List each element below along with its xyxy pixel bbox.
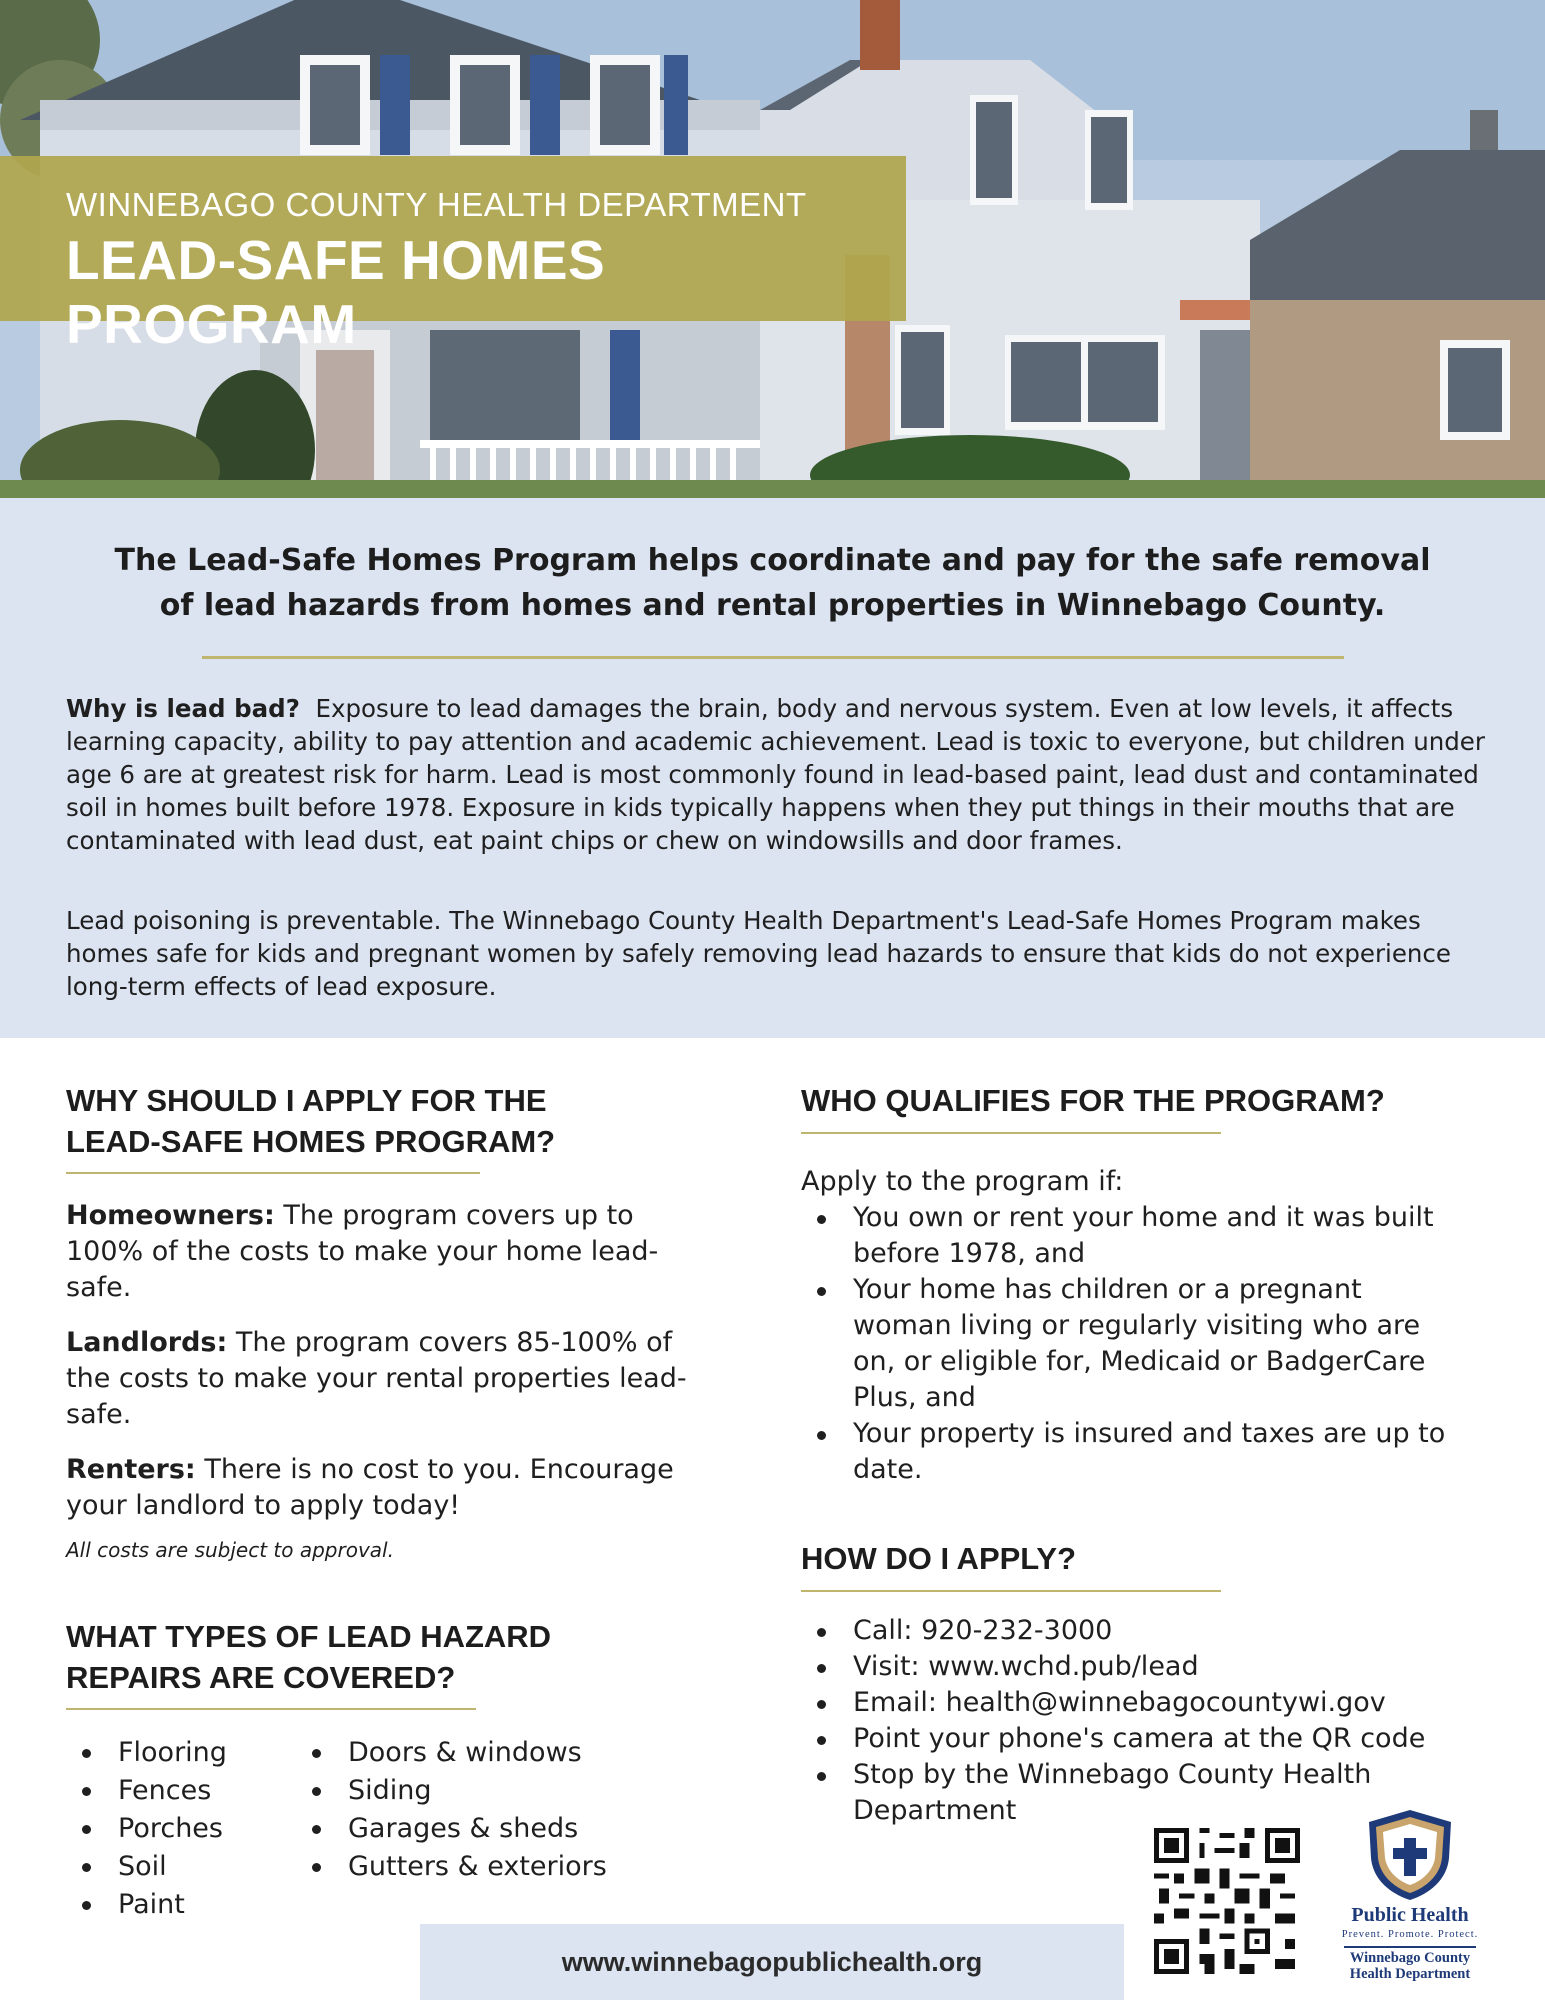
list-item: Stop by the Winnebago County Health Department bbox=[801, 1757, 1511, 1829]
list-item: Your property is insured and taxes are up to date. bbox=[801, 1416, 1461, 1488]
list-item: Paint bbox=[66, 1886, 227, 1924]
repairs-list-right bbox=[296, 1734, 607, 1886]
intro-divider bbox=[202, 656, 1344, 659]
list-item: Call: 920-232-3000 bbox=[801, 1613, 1511, 1649]
qualifies-list bbox=[801, 1200, 1461, 1488]
list-item: Flooring bbox=[66, 1734, 227, 1772]
logo-org-line-2: Health Department bbox=[1349, 1966, 1471, 1982]
landlords-label: Landlords: bbox=[66, 1327, 228, 1358]
lead-statement bbox=[50, 538, 1495, 628]
list-item: Point your phone's camera at the QR code bbox=[801, 1721, 1511, 1757]
landlords-block bbox=[66, 1325, 696, 1433]
why-lead-bad-label: Why is lead bad? bbox=[66, 694, 300, 723]
list-item: Garages & sheds bbox=[296, 1810, 607, 1848]
prevention-paragraph: Lead poisoning is preventable. The Winnebago County Health Department's Lead-Safe Homes Program makes homes safe for kids and pregnant women by safely removing lead hazards to ensure that kids do not experience long-term effects of lead exposure. bbox=[66, 906, 1451, 1001]
list-item: Visit: www.wchd.pub/lead bbox=[801, 1649, 1511, 1685]
qr-code-graphic bbox=[1154, 1828, 1300, 1974]
how-apply-list bbox=[801, 1613, 1511, 1829]
qualifies-underline bbox=[801, 1132, 1221, 1134]
list-item: Email: health@winnebagocountywi.gov bbox=[801, 1685, 1511, 1721]
list-item: Doors & windows bbox=[296, 1734, 607, 1772]
homeowners-block bbox=[66, 1198, 686, 1306]
program-title: LEAD-SAFE HOMES PROGRAM bbox=[66, 229, 606, 355]
logo-tagline: Prevent. Promote. Protect. bbox=[1341, 1929, 1479, 1940]
why-apply-heading-line-2: LEAD-SAFE HOMES PROGRAM? bbox=[66, 1124, 556, 1159]
why-lead-bad-text: Exposure to lead damages the brain, body and nervous system. Even at low levels, it affects learning capacity, ability to pay attention and academic achievement. Lead is toxic to everyone, but children under age 6 are at greatest risk for harm. Lead is most commonly found in lead-based paint, lead dust and contaminated soil in homes built before 1978. Exposure in kids typically happens when they put things in their mouths that are contaminated with lead dust, eat paint chips or chew on windowsills and door frames. bbox=[66, 694, 1485, 855]
repairs-underline bbox=[66, 1708, 476, 1710]
logo-divider bbox=[1344, 1946, 1476, 1948]
homeowners-text: The program covers up to 100% of the costs to make your home lead-safe. bbox=[66, 1200, 659, 1303]
public-health-logo bbox=[1330, 1800, 1490, 1980]
website-footer[interactable]: www.winnebagopublichealth.org bbox=[420, 1924, 1124, 2000]
landlords-text: The program covers 85-100% of the costs to make your rental properties lead-safe. bbox=[66, 1327, 687, 1430]
shield-icon bbox=[1365, 1808, 1455, 1902]
qualifies-intro: Apply to the program if: bbox=[801, 1166, 1124, 1197]
renters-label: Renters: bbox=[66, 1454, 196, 1485]
list-item: Porches bbox=[66, 1810, 227, 1848]
logo-org bbox=[1330, 1950, 1490, 1982]
qualifies-heading: WHO QUALIFIES FOR THE PROGRAM? bbox=[801, 1083, 1385, 1118]
how-apply-heading: HOW DO I APPLY? bbox=[801, 1541, 1077, 1576]
list-item: You own or rent your home and it was built before 1978, and bbox=[801, 1200, 1461, 1272]
homeowners-label: Homeowners: bbox=[66, 1200, 275, 1231]
why-lead-bad-paragraph bbox=[66, 692, 1486, 857]
lead-line-2: of lead hazards from homes and rental properties in Winnebago County. bbox=[159, 588, 1386, 623]
how-apply-underline bbox=[801, 1590, 1221, 1592]
title-banner bbox=[0, 156, 906, 355]
department-subtitle: WINNEBAGO COUNTY HEALTH DEPARTMENT bbox=[66, 186, 807, 223]
hero-photo bbox=[0, 0, 1545, 498]
approval-note: All costs are subject to approval. bbox=[66, 1538, 394, 1562]
why-apply-underline bbox=[66, 1172, 480, 1174]
list-item: Soil bbox=[66, 1848, 227, 1886]
list-item: Siding bbox=[296, 1772, 607, 1810]
renters-text: There is no cost to you. Encourage your landlord to apply today! bbox=[66, 1454, 674, 1521]
lead-line-1: The Lead-Safe Homes Program helps coordinate and pay for the safe removal bbox=[114, 543, 1431, 578]
why-apply-heading bbox=[66, 1080, 706, 1162]
intro-section bbox=[0, 498, 1545, 1038]
renters-block bbox=[66, 1452, 706, 1524]
why-apply-heading-line-1: WHY SHOULD I APPLY FOR THE bbox=[66, 1083, 547, 1118]
qr-code[interactable] bbox=[1154, 1828, 1300, 1974]
list-item: Your home has children or a pregnant woman living or regularly visiting who are on, or eligible for, Medicaid or BadgerCare Plus, and bbox=[801, 1272, 1461, 1416]
repairs-list-left bbox=[66, 1734, 227, 1924]
repairs-heading bbox=[66, 1616, 706, 1698]
logo-org-line-1: Winnebago County bbox=[1349, 1950, 1471, 1966]
logo-name: Public Health bbox=[1351, 1904, 1469, 1926]
repairs-heading-line-2: REPAIRS ARE COVERED? bbox=[66, 1660, 456, 1695]
list-item: Fences bbox=[66, 1772, 227, 1810]
list-item: Gutters & exteriors bbox=[296, 1848, 607, 1886]
repairs-heading-line-1: WHAT TYPES OF LEAD HAZARD bbox=[66, 1619, 552, 1654]
